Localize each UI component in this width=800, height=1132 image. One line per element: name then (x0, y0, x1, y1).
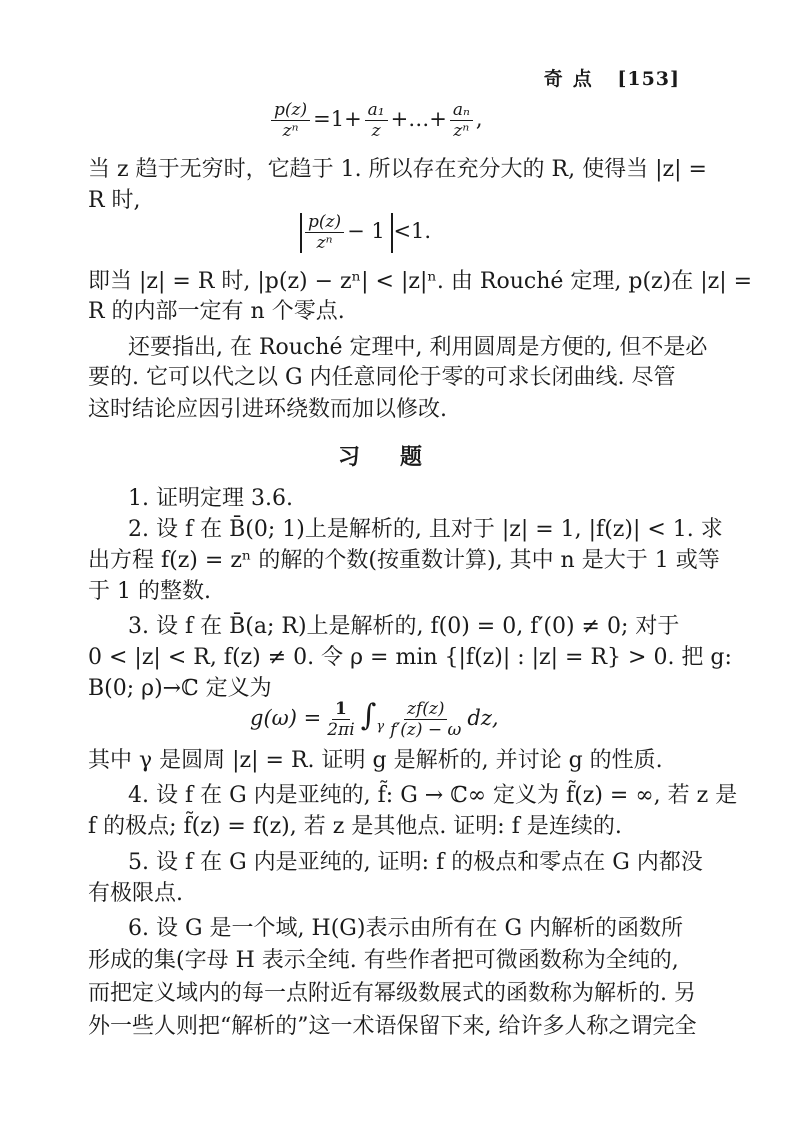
eq3-sub: γ (376, 719, 385, 735)
page-number: [153] (617, 68, 680, 90)
eq2-tail: − 1 (347, 219, 385, 243)
eq3-num1: 1 (332, 699, 350, 720)
equation-2 (300, 212, 431, 253)
abs-bar-left (300, 213, 302, 253)
equation-1 (268, 100, 483, 141)
text-line: 这时结论应因引进环绕数而加以修改. (88, 397, 447, 422)
eq2-rhs: <1. (393, 219, 432, 243)
section-title: 习题 (337, 444, 462, 470)
exercise-6-cont: 而把定义域内的每一点附近有幂级数展式的函数称为解析的. 另 (88, 981, 696, 1006)
text-line: R 的内部一定有 n 个零点. (88, 299, 345, 324)
equation-3 (250, 698, 499, 740)
eq3-num2: zf(z) (404, 699, 447, 720)
exercise-6: 6. 设 G 是一个域, H(G)表示由所有在 G 内解析的函数所 (128, 916, 684, 941)
exercise-5-cont: 有极限点. (88, 881, 183, 906)
eq3-end: dz, (467, 706, 499, 730)
exercise-6-cont: 形成的集(字母 H 表示全纯. 有些作者把可微函数称为全纯的, (88, 948, 679, 973)
eq1-num1: p(z) (271, 100, 310, 121)
eq1-num3: aₙ (450, 100, 473, 121)
exercise-6-cont: 外一些人则把“解析的”这一术语保留下来, 给许多人称之谓完全 (88, 1014, 697, 1039)
chapter-title: 奇点 (543, 68, 602, 90)
eq3-den1: 2πi (327, 720, 355, 740)
eq3-lhs: g(ω) = (250, 706, 322, 730)
exercise-4-cont: f 的极点; f̃(z) = f(z), 若 z 是其他点. 证明: f 是连续的. (88, 814, 622, 839)
exercise-2: 2. 设 f 在 B̄(0; 1)上是解析的, 且对于 |z| = 1, |f(z)| < 1. 求 (128, 517, 723, 542)
exercise-5: 5. 设 f 在 G 内是亚纯的, 证明: f 的极点和零点在 G 内都没 (128, 850, 703, 875)
eq1-den1: zⁿ (282, 121, 299, 141)
exercise-4: 4. 设 f 在 G 内是亚纯的, f̃: G → ℂ∞ 定义为 f̃(z) = ∞, 若 z 是 (128, 783, 738, 808)
eq1-num2: a₁ (365, 100, 388, 121)
eq1-end: , (475, 107, 483, 131)
exercise-3-cont: B(0; ρ)→ℂ 定义为 (88, 676, 272, 701)
exercise-3-cont: 其中 γ 是圆周 |z| = R. 证明 g 是解析的, 并讨论 g 的性质. (88, 748, 663, 773)
text-line: 还要指出, 在 Rouché 定理中, 利用圆周是方便的, 但不是必 (128, 335, 708, 360)
exercise-3: 3. 设 f 在 B̄(a; R)上是解析的, f(0) = 0, f′(0) ≠ 0; 对于 (128, 614, 680, 639)
exercise-3-cont: 0 < |z| < R, f(z) ≠ 0. 令 ρ = min {|f(z)| : |z| = R} > 0. 把 g: (88, 645, 732, 670)
eq1-dots: +…+ (390, 107, 447, 131)
exercise-1: 1. 证明定理 3.6. (128, 486, 293, 511)
exercise-2-cont: 出方程 f(z) = zⁿ 的解的个数(按重数计算), 其中 n 是大于 1 或等 (88, 548, 720, 573)
eq3-den2: f′(z) − ω (390, 720, 462, 740)
eq3-integral: ∫ (360, 698, 377, 733)
eq1-den3: zⁿ (453, 121, 470, 141)
page-header (544, 64, 680, 91)
eq1-mid: =1+ (313, 107, 362, 131)
eq2-den: zⁿ (316, 233, 333, 253)
text-line: R 时, (88, 188, 141, 213)
eq2-num: p(z) (305, 212, 344, 233)
exercise-2-cont: 于 1 的整数. (88, 579, 211, 604)
text-line: 要的. 它可以代之以 G 内任意同伦于零的可求长闭曲线. 尽管 (88, 365, 676, 390)
text-line: 当 z 趋于无穷时，它趋于 1. 所以存在充分大的 R, 使得当 |z| = (88, 157, 707, 182)
text-line: 即当 |z| = R 时, |p(z) − zⁿ| < |z|ⁿ. 由 Rouché 定理, p(z)在 |z| = (88, 269, 753, 294)
eq1-den2: z (371, 121, 381, 141)
